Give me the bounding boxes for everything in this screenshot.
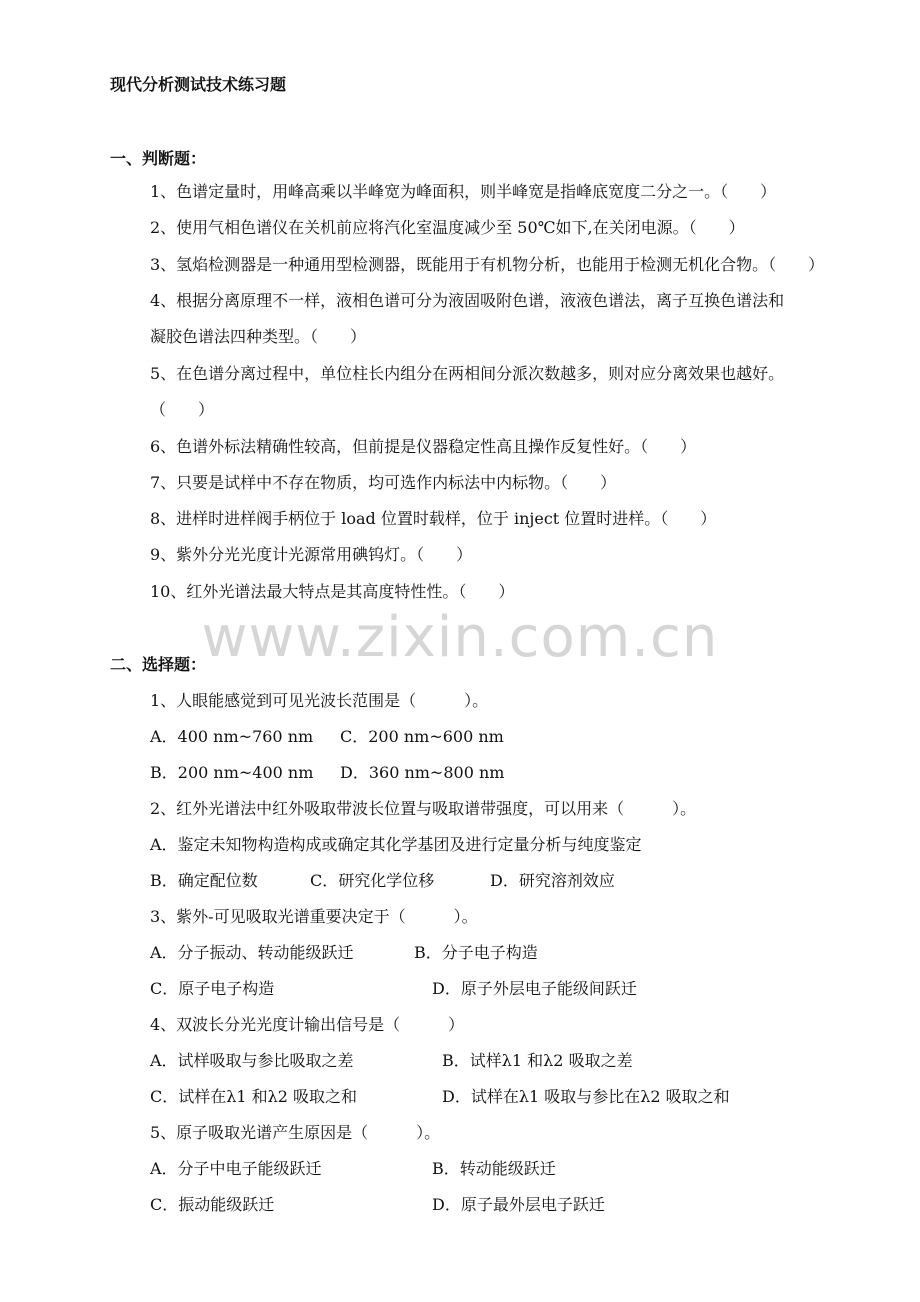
judge-question-1: 1、色谱定量时，用峰高乘以半峰宽为峰面积，则半峰宽是指峰底宽度二分之一。（ ） xyxy=(150,182,777,201)
choice-5-options-row1 xyxy=(150,1156,556,1182)
choice-4-option-a: A．试样吸取与参比吸取之差 xyxy=(150,1051,354,1070)
choice-4-option-c: C．试样在λ1 和λ2 吸取之和 xyxy=(150,1087,358,1106)
judge-question-9: 9、紫外分光光度计光源常用碘钨灯。（ ） xyxy=(150,545,473,564)
judge-question-3: 3、氢焰检测器是一种通用型检测器，既能用于有机物分析，也能用于检测无机化合物。（ ） xyxy=(150,255,825,274)
choice-question-5: 5、原子吸取光谱产生原因是（ ）。 xyxy=(150,1123,441,1142)
judge-question-10: 10、红外光谱法最大特点是其高度特性性。（ ） xyxy=(150,582,515,601)
choice-3-option-b: B．分子电子构造 xyxy=(414,943,538,962)
document-title: 现代分析测试技术练习题 xyxy=(110,75,287,94)
choice-5-options-row2 xyxy=(150,1192,605,1218)
choice-2-options-row2 xyxy=(150,868,615,894)
judge-question-4-cont: 凝胶色谱法四种类型。（ ） xyxy=(150,327,367,346)
choice-question-3: 3、紫外-可见吸取光谱重要决定于（ ）。 xyxy=(150,907,478,926)
choice-question-4: 4、双波长分光光度计输出信号是（ ） xyxy=(150,1015,465,1034)
judge-question-2: 2、使用气相色谱仪在关机前应将汽化室温度减少至 50℃如下,在关闭电源。（ ） xyxy=(150,218,745,237)
choice-1-option-d: D．360 nm~800 nm xyxy=(340,763,505,782)
choice-1-options-row1 xyxy=(150,724,504,750)
choice-2-option-a: A．鉴定未知物构造构成或确定其化学基团及进行定量分析与纯度鉴定 xyxy=(150,835,642,854)
judge-question-7: 7、只要是试样中不存在物质，均可选作内标法中内标物。（ ） xyxy=(150,473,617,492)
choice-3-option-c: C．原子电子构造 xyxy=(150,979,275,998)
choice-1-options-row2 xyxy=(150,760,505,786)
choice-question-2: 2、红外光谱法中红外吸取带波长位置与吸取谱带强度，可以用来（ ）。 xyxy=(150,799,697,818)
judge-question-8: 8、进样时进样阀手柄位于 load 位置时载样，位于 inject 位置时进样。（ ） xyxy=(150,509,717,528)
choice-5-option-c: C．振动能级跃迁 xyxy=(150,1195,275,1214)
choice-4-options-row1 xyxy=(150,1048,633,1074)
section-heading-judge: 一、判断题： xyxy=(110,149,207,168)
choice-3-option-d: D．原子外层电子能级间跃迁 xyxy=(432,979,637,998)
choice-1-option-a: A．400 nm~760 nm xyxy=(150,727,314,746)
choice-2-option-d: D．研究溶剂效应 xyxy=(490,871,615,890)
choice-1-option-c: C．200 nm~600 nm xyxy=(340,727,504,746)
choice-question-1: 1、人眼能感觉到可见光波长范围是（ ）。 xyxy=(150,691,489,710)
choice-2-option-c: C．研究化学位移 xyxy=(310,871,435,890)
choice-3-options-row1 xyxy=(150,940,538,966)
choice-5-option-d: D．原子最外层电子跃迁 xyxy=(432,1195,605,1214)
judge-question-5-cont: （ ） xyxy=(150,400,215,419)
choice-4-option-b: B．试样λ1 和λ2 吸取之差 xyxy=(442,1051,633,1070)
choice-3-option-a: A．分子振动、转动能级跃迁 xyxy=(150,943,354,962)
section-heading-choice: 二、选择题： xyxy=(110,655,207,674)
judge-question-5: 5、在色谱分离过程中，单位柱长内组分在两相间分派次数越多，则对应分离效果也越好。 xyxy=(150,364,785,383)
watermark: www.zixin.com.cn xyxy=(201,605,719,670)
choice-4-options-row2 xyxy=(150,1084,730,1110)
choice-5-option-b: B．转动能级跃迁 xyxy=(432,1159,556,1178)
choice-2-option-b: B．确定配位数 xyxy=(150,871,258,890)
choice-3-options-row2 xyxy=(150,976,637,1002)
judge-question-4: 4、根据分离原理不一样，液相色谱可分为液固吸附色谱，液液色谱法，离子互换色谱法和 xyxy=(150,291,785,310)
choice-5-option-a: A．分子中电子能级跃迁 xyxy=(150,1159,322,1178)
choice-1-option-b: B．200 nm~400 nm xyxy=(150,763,314,782)
choice-4-option-d: D．试样在λ1 吸取与参比在λ2 吸取之和 xyxy=(442,1087,730,1106)
judge-question-6: 6、色谱外标法精确性较高，但前提是仪器稳定性高且操作反复性好。（ ） xyxy=(150,437,697,456)
